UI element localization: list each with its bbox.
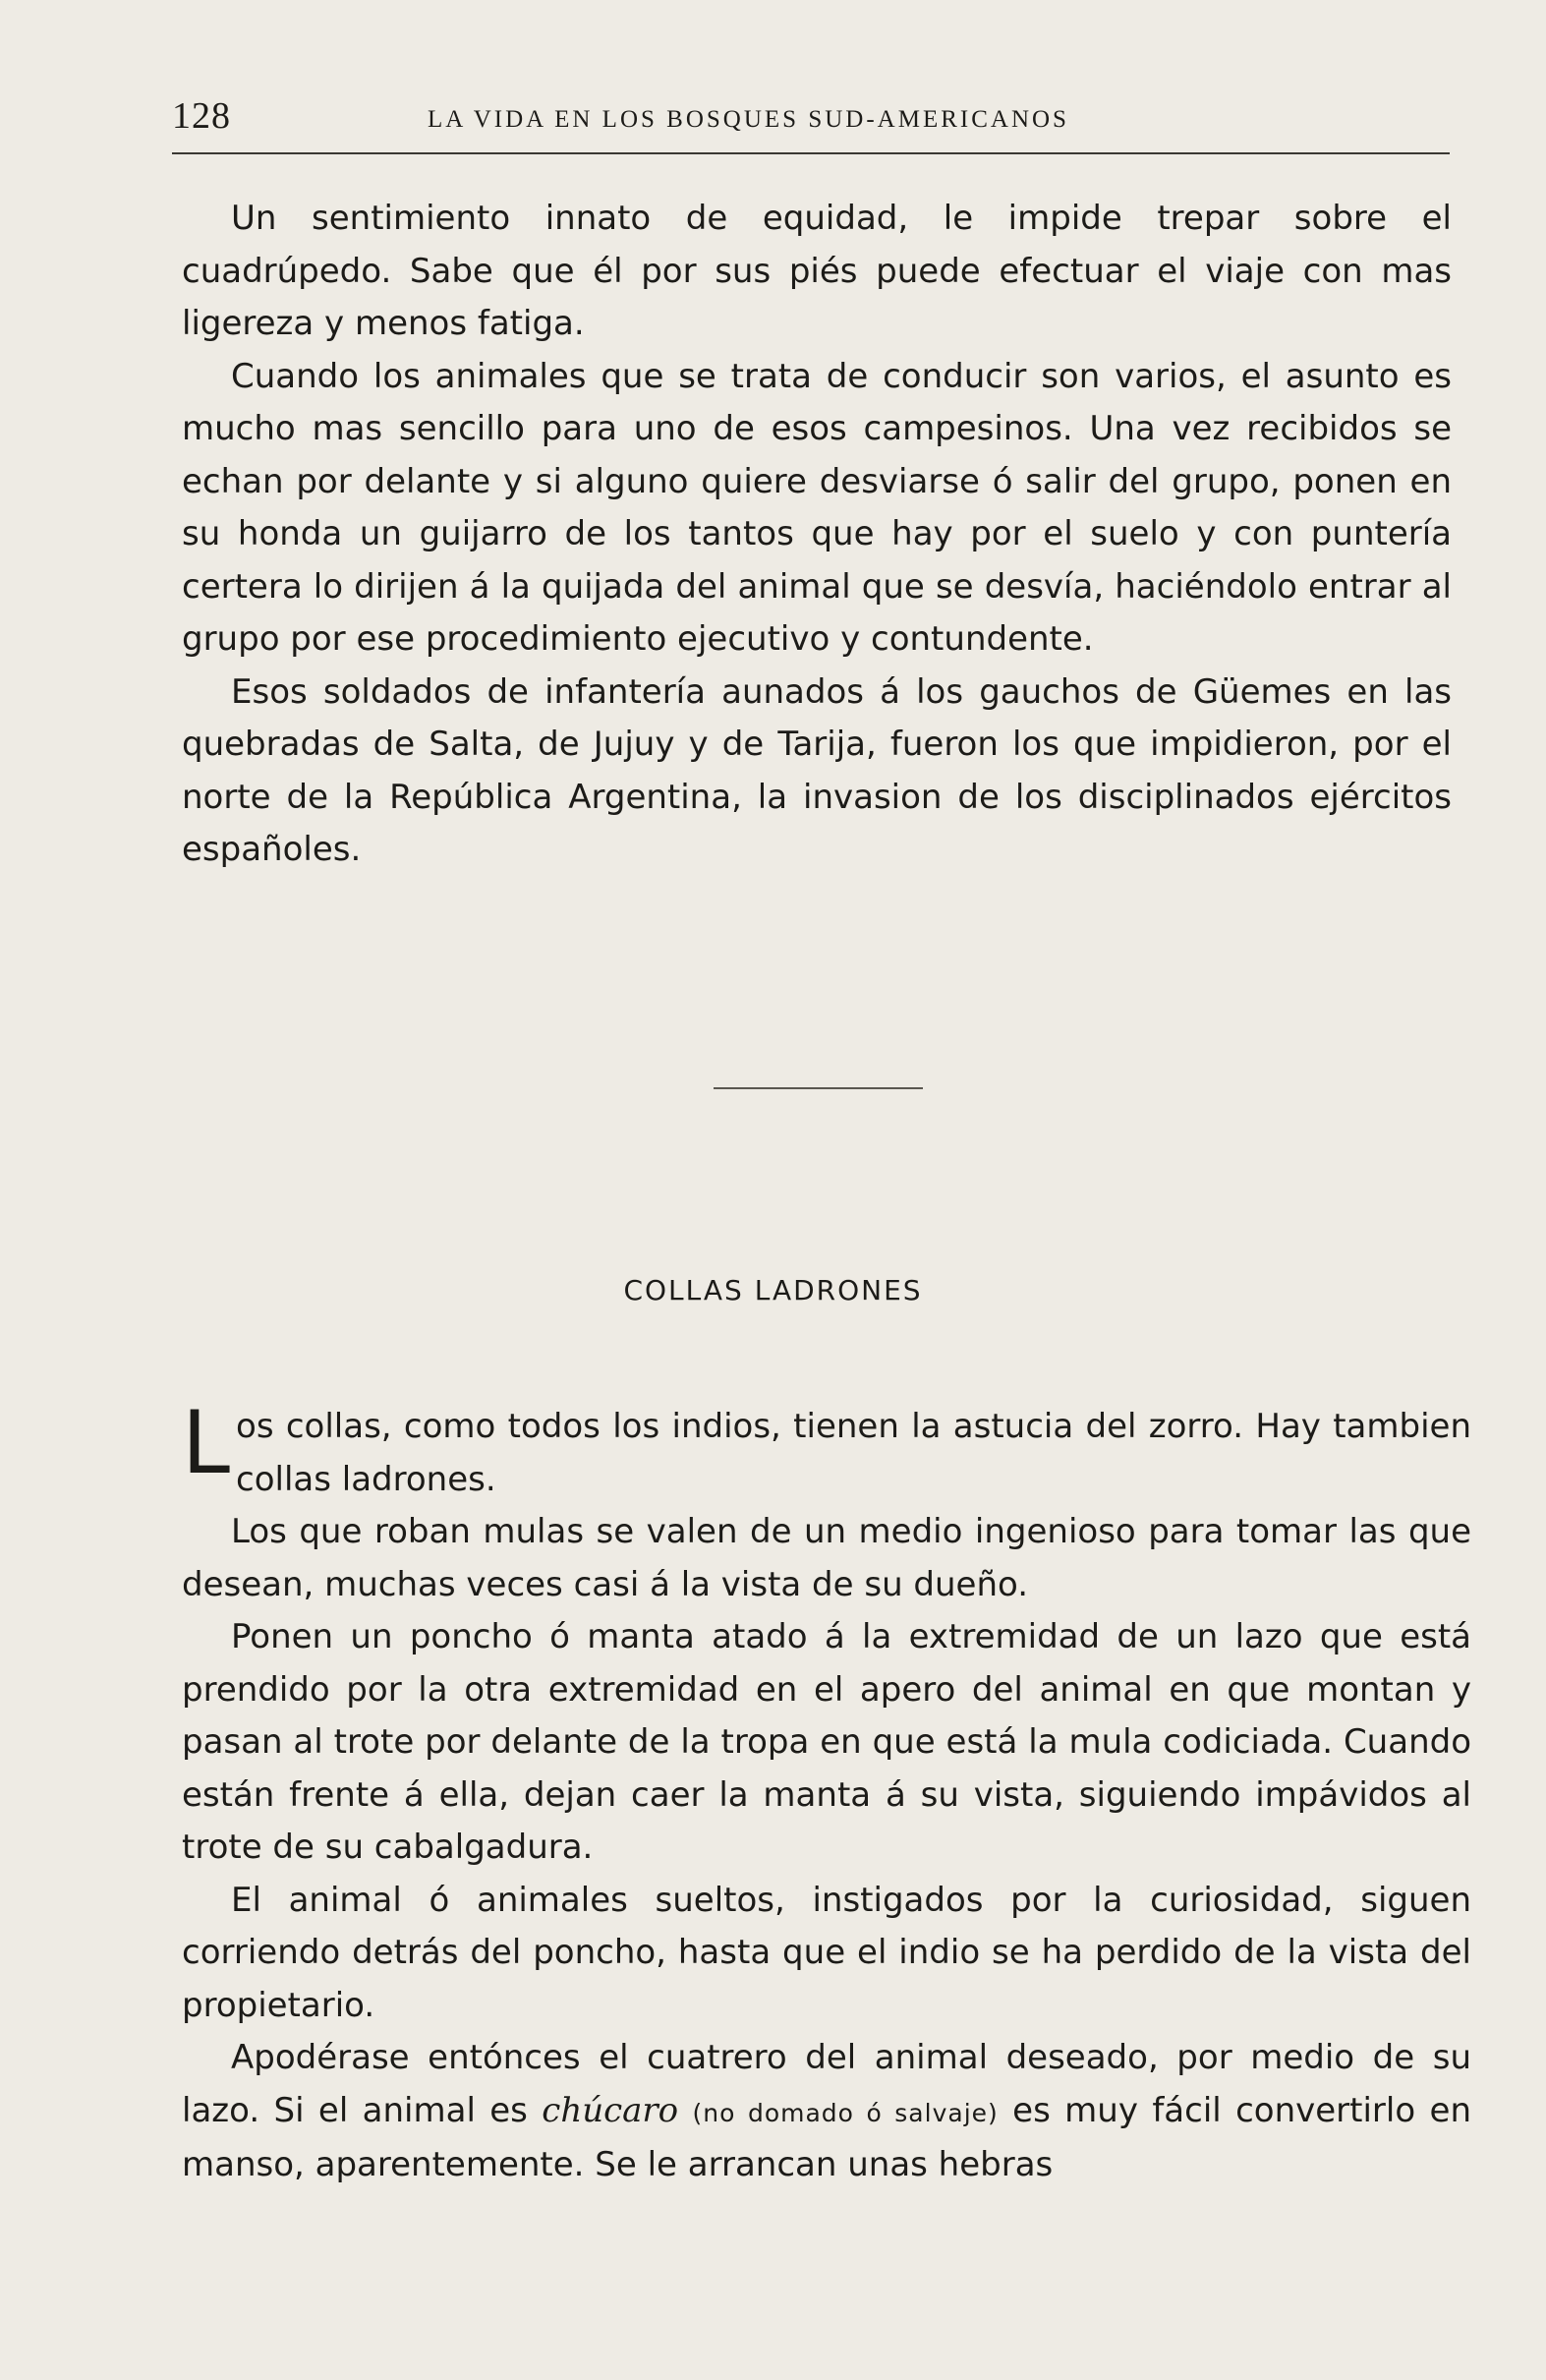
chapter-title: COLLAS LADRONES (623, 1274, 923, 1306)
first-paragraph-text: os collas, como todos los indios, tienen la astucia del zorro. Hay tambien collas ladrones. (236, 1407, 1471, 1499)
paragraph: Ponen un poncho ó manta atado á la extremidad de un lazo que está prendido por la otra extremidad en el apero del animal en que montan y pasan al trote por delante de la tropa en que está la mula codiciada. Cuando están frente á ella, dejan caer la manta á su vista, siguiendo impávidos al trote de su cabalgadura. (182, 1617, 1471, 1867)
italic-term: chúcaro (542, 2090, 679, 2130)
first-paragraph (182, 1392, 1471, 1506)
paragraph: Cuando los animales que se trata de conducir son varios, el asunto es mucho mas sencillo para uno de esos campesinos. Una vez recibidos se echan por delante y si alguno quiere desviarse ó salir del grupo, ponen en su honda un guijarro de los tantos que hay por el suelo y con puntería certera lo dirijen á la quijada del animal que se desvía, haciéndolo entrar al grupo por ese procedimiento ejecutivo y contundente. (182, 356, 1452, 659)
section-divider (714, 1087, 923, 1089)
page-number: 128 (172, 95, 231, 137)
last-paragraph (182, 2032, 1471, 2192)
last-paragraph-start: Apodérase entónces el cuatrero del animal deseado, por medio de su lazo. Si el animal es (182, 2038, 1471, 2130)
last-paragraph-end: es muy fácil convertirlo en manso, aparentemente. Se le arrancan unas hebras (182, 2090, 1472, 2184)
paragraph: Esos soldados de infantería aunados á los gauchos de Güemes en las quebradas de Salta, de Jujuy y de Tarija, fueron los que impidieron, por el norte de la República Argentina, la invasion de los disciplinados ejércitos españoles. (182, 671, 1452, 869)
drop-cap: L (182, 1392, 231, 1493)
header-rule (172, 152, 1450, 154)
running-title: LA VIDA EN LOS BOSQUES SUD-AMERICANOS (428, 106, 1069, 133)
chapter-text-block (182, 1392, 1472, 2192)
running-header (172, 94, 1450, 153)
paragraph: El animal ó animales sueltos, instigados por la curiosidad, siguen corriendo detrás del poncho, hasta que el indio se ha perdido de la vista del propietario. (182, 1880, 1471, 2025)
upper-text-block (182, 193, 1452, 877)
paragraph: Un sentimiento innato de equidad, le impide trepar sobre el cuadrúpedo. Sabe que él por sus piés puede efectuar el viaje con mas ligereza y menos fatiga. (182, 199, 1452, 343)
term-gloss: (no domado ó salvaje) (692, 2098, 999, 2127)
paragraph: Los que roban mulas se valen de un medio ingenioso para tomar las que desean, muchas veces casi á la vista de su dueño. (182, 1512, 1471, 1604)
